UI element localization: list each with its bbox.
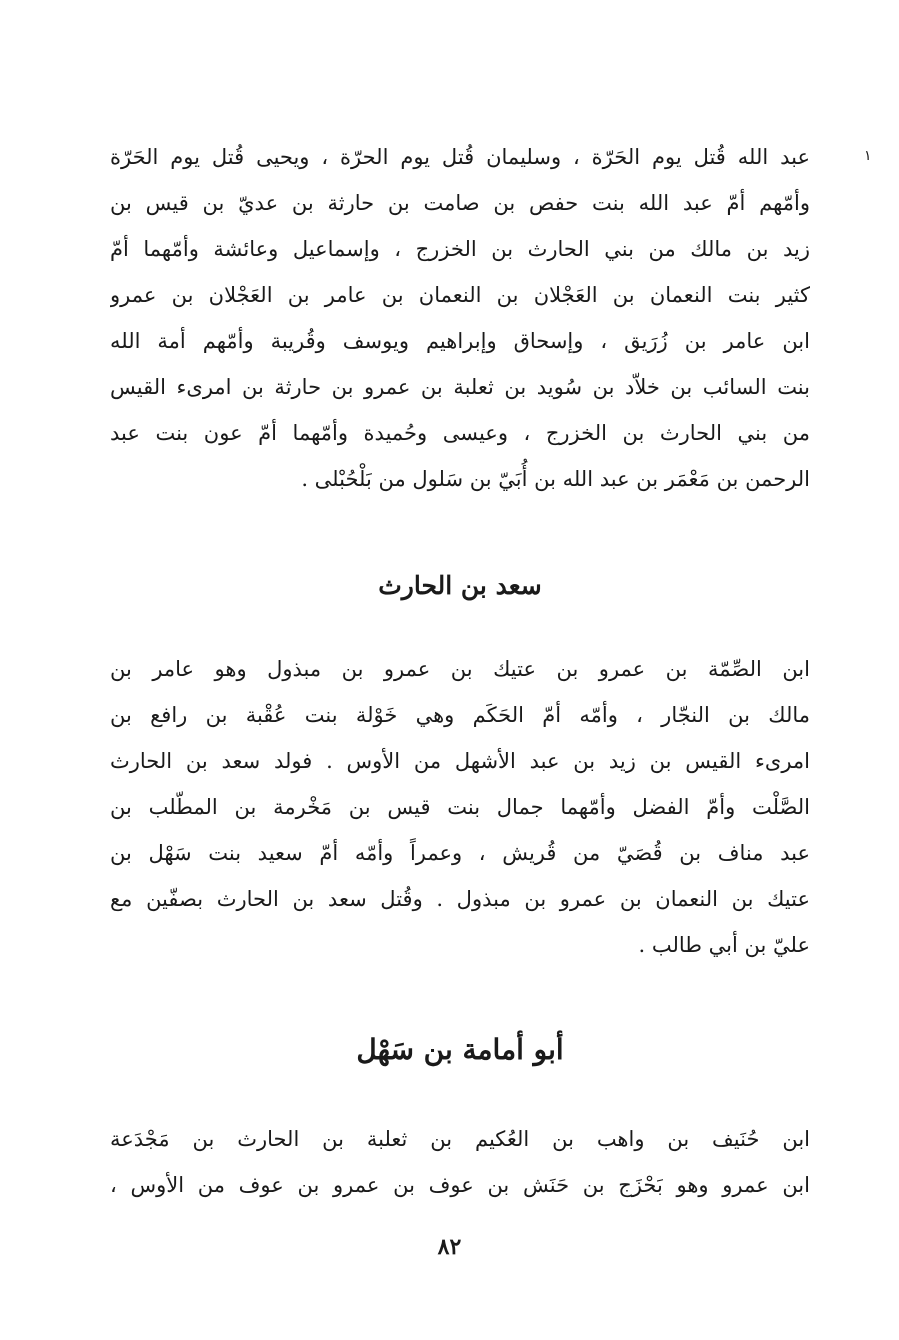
text-line: الصَّلْت وأمّ الفضل وأمّهما جمال بنت قيس بن مَخْرمة بن المطّلب بن xyxy=(110,795,810,819)
text-line: ابن الصِّمّة بن عمرو بن عتيك بن عمرو بن مبذول وهو عامر بن xyxy=(110,657,810,681)
section-heading: سعد بن الحارث xyxy=(378,571,542,600)
text-line: امرىء القيس بن زيد بن عبد الأشهل من الأوس . فولد سعد بن الحارث xyxy=(110,749,810,773)
section-heading: أبو أمامة بن سَهْل xyxy=(356,1033,564,1066)
text-line: عبد الله قُتل يوم الحَرّة ، وسليمان قُتل يوم الحرّة ، ويحيى قُتل يوم الحَرّة xyxy=(110,145,810,169)
text-line: بنت السائب بن خلاّد بن سُويد بن ثعلبة بن عمرو بن حارثة بن امرىء القيس xyxy=(110,375,810,399)
text-line: الرحمن بن مَعْمَر بن عبد الله بن أُبَيّ بن سَلول من بَلْحُبْلى . xyxy=(301,467,810,491)
paragraph-abu-umama xyxy=(110,1116,810,1208)
text-line: عبد مناف بن قُصَيّ من قُريش ، وعمراً وأمّه أمّ سعيد بنت سَهْل بن xyxy=(110,841,810,865)
paragraph-continued xyxy=(110,134,810,502)
text-line: ابن عمرو وهو بَحْزَج بن حَنَش بن عوف بن عمرو بن عوف من الأوس ، xyxy=(110,1173,810,1197)
text-line: زيد بن مالك من بني الحارث بن الخزرج ، وإسماعيل وعائشة وأمّهما أمّ xyxy=(110,237,810,261)
text-line: عتيك بن النعمان بن عمرو بن مبذول . وقُتل سعد بن الحارث بصفّين مع xyxy=(110,887,810,911)
text-line: وأمّهم أمّ عبد الله بنت حفص بن صامت بن حارثة بن عديّ بن قيس بن xyxy=(110,191,810,215)
page-number: ٨٢ xyxy=(437,1234,462,1260)
text-line: عليّ بن أبي طالب . xyxy=(638,933,810,957)
paragraph-saad xyxy=(110,646,810,968)
text-line: ابن عامر بن زُرَيق ، وإسحاق وإبراهيم ويوسف وقُريبة وأمّهم أمة الله xyxy=(110,329,810,353)
margin-mark: ١ xyxy=(864,148,872,164)
text-line: كثير بنت النعمان بن العَجْلان بن النعمان بن عامر بن العَجْلان بن عمرو xyxy=(110,283,810,307)
text-line: ابن حُنَيف بن واهب بن العُكيم بن ثعلبة بن الحارث بن مَجْدَعة xyxy=(110,1127,810,1151)
text-line: مالك بن النجّار ، وأمّه أمّ الحَكَم وهي خَوْلة بنت عُقْبة بن رافع بن xyxy=(110,703,810,727)
text-line: من بني الحارث بن الخزرج ، وعيسى وحُميدة وأمّهما أمّ عون بنت عبد xyxy=(110,421,810,445)
